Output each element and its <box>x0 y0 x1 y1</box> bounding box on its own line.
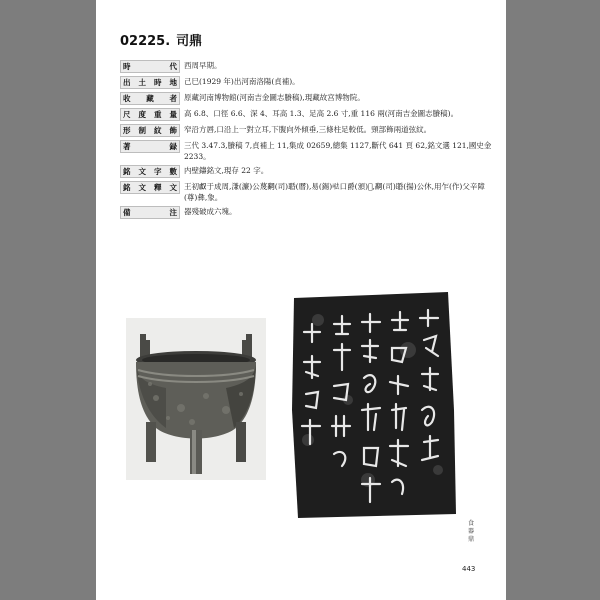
entry-title <box>120 30 202 49</box>
field-value: 内壁鑄銘文,現存 22 字。 <box>184 166 269 175</box>
page-number: 443 <box>462 565 476 573</box>
field-label: 時 代 <box>120 60 180 73</box>
field-label: 備 注 <box>120 206 180 219</box>
catalog-page <box>96 0 506 600</box>
field-row-collector <box>120 92 492 105</box>
field-list <box>120 60 492 222</box>
field-value: 高 6.8、口徑 6.6、深 4、耳高 1.3、足高 2.6 寸,重 116 兩(河南吉金圖志賸稿)。 <box>184 109 459 118</box>
field-value: 王初𠭯于成周,溓(濂)公蔑𤔲(司)䎽(曆),易(錫)𠳊口爵(頒)𨪾,𤔲(司)䎽(揚)公休,用乍(作)父辛障(尊)彝,𧰼。 <box>184 182 485 202</box>
category-note: 食器 鼎 <box>467 520 481 543</box>
field-label: 收 藏 者 <box>120 92 180 105</box>
field-label: 尺度重量 <box>120 108 180 121</box>
field-value: 己巳(1929 年)出河南洛陽(貞補)。 <box>184 77 300 86</box>
field-value: 西周早期。 <box>184 61 222 70</box>
entry-number: 02225. <box>120 34 171 49</box>
field-row-bibliography <box>120 140 492 162</box>
field-label: 形制紋飾 <box>120 124 180 137</box>
field-row-inscription-count <box>120 165 492 178</box>
field-value: 原藏河南博物館(河南吉金圖志賸稿),現藏故宫博物院。 <box>184 93 365 102</box>
field-label: 著 録 <box>120 140 180 153</box>
field-row-form-decoration <box>120 124 492 137</box>
field-label: 銘文字數 <box>120 165 180 178</box>
entry-name: 司鼎 <box>176 34 203 49</box>
field-label: 出土時地 <box>120 76 180 89</box>
field-value: 窄沿方唇,口沿上一對立耳,下腹向外傾垂,三條柱足較低。頸部飾兩道弦紋。 <box>184 125 432 134</box>
ding-vessel-photo <box>126 318 266 480</box>
field-row-remarks <box>120 206 492 219</box>
field-value: 器殘破成六塊。 <box>184 207 237 216</box>
field-value: 三代 3.47.3,賸稿 7,貞補上 11,集成 02659,總集 1127,斷代 641 頁 62,銘文選 121,國史金 2233。 <box>184 141 492 161</box>
field-row-period <box>120 60 492 73</box>
field-row-transcription <box>120 181 492 203</box>
field-row-dimensions <box>120 108 492 121</box>
inscription-rubbing <box>288 290 458 520</box>
field-label: 銘文釋文 <box>120 181 180 194</box>
field-row-excavation <box>120 76 492 89</box>
